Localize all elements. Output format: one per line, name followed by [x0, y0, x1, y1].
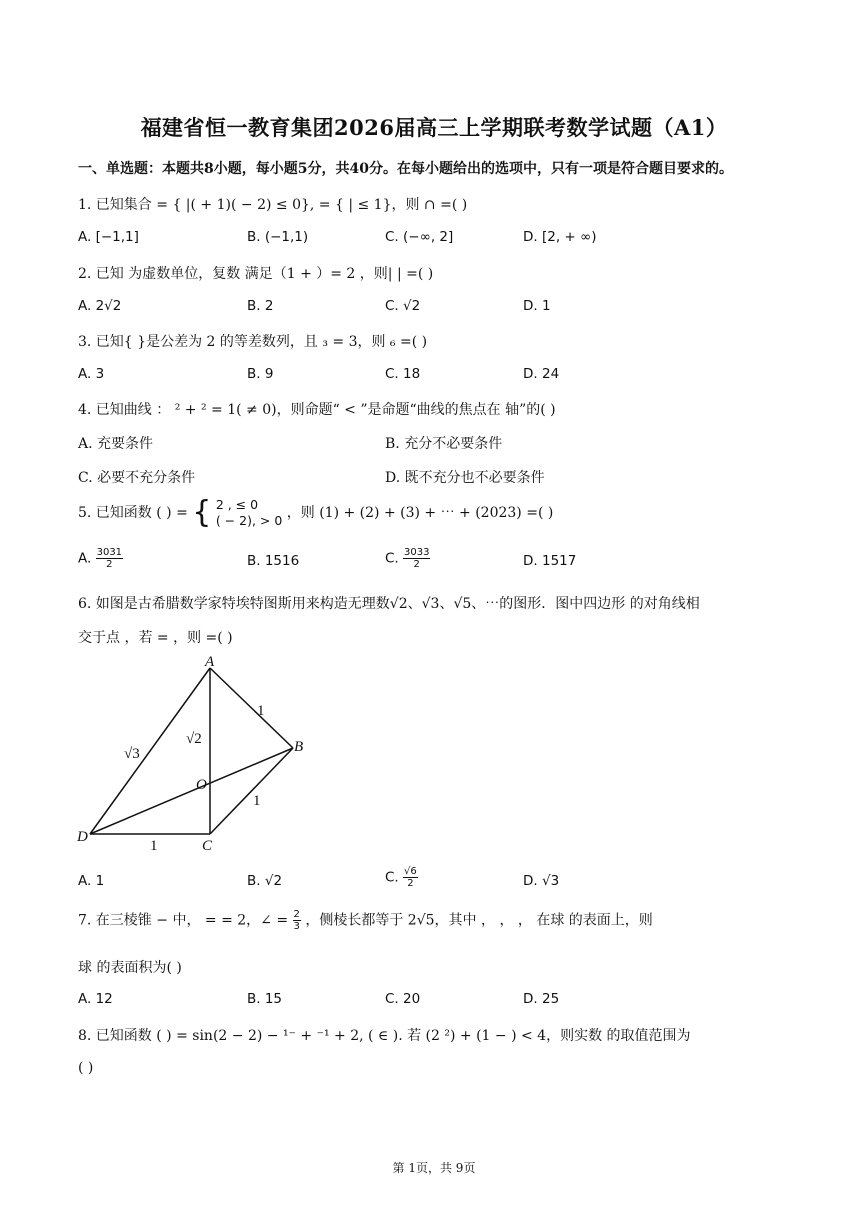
q4-option-a: A. 充要条件: [78, 436, 154, 452]
vertex-c-label: C: [202, 838, 213, 852]
question-2-stem: 2. 已知 为虚数单位，复数 满足（1 + ）= 2 ，则| | =( ): [78, 266, 434, 282]
edge-ab: [210, 668, 293, 748]
q5-option-c: C. $\frac{3033}{2}$: [385, 547, 430, 570]
q1-option-a: A. [−1,1]: [78, 229, 139, 245]
q2-option-a: A. 2√2: [78, 298, 122, 314]
q2-option-c: C. √2: [385, 298, 421, 314]
q6-option-b: B. √2: [247, 873, 283, 889]
page-footer: 第 1页，共 9页: [392, 1161, 476, 1175]
label-dc-length: 1: [150, 838, 158, 852]
q4-option-c: C. 必要不充分条件: [78, 470, 196, 486]
q4-option-d: D. 既不充分也不必要条件: [385, 470, 545, 486]
q2-option-d: D. 1: [523, 298, 551, 314]
q6-option-c-fraction: $\frac{√6}{2}$: [404, 866, 417, 889]
q2-option-b: B. 2: [247, 298, 274, 314]
q7-option-b: B. 15: [247, 991, 283, 1007]
q1-option-c: C. (−∞, 2]: [385, 229, 454, 245]
q6-option-c: C. $\frac{√6}{2}$: [385, 866, 417, 889]
q6-option-d: D. √3: [523, 873, 560, 889]
q5-case-1: 2 , ≤ 0: [215, 497, 259, 512]
q5-stem-prefix: 5. 已知函数 ( ) =: [78, 505, 188, 521]
q5-option-d: D. 1517: [523, 553, 577, 569]
question-8-stem-line-2: ( ): [78, 1060, 94, 1076]
q5-option-a-fraction: $\frac{3031}{2}$: [96, 547, 123, 570]
question-7-stem-line-1: 7. 在三棱锥 − 中， = = 2，∠ = $\frac{2}{3}$ ，侧棱长都等于 2√5，其中 ， ， ， 在球 的表面上，则: [78, 909, 653, 932]
q5-stem-suffix: ，则 (1) + (2) + (3) + ⋯ + (2023) =( ): [286, 505, 554, 521]
q6-option-a: A. 1: [78, 873, 105, 889]
q1-option-d: D. [2, + ∞): [523, 229, 597, 245]
q7-option-d: D. 25: [523, 991, 560, 1007]
q5-option-c-fraction: $\frac{3033}{2}$: [404, 547, 430, 570]
q3-option-a: A. 3: [78, 366, 105, 382]
q5-brace-icon: {: [192, 495, 212, 530]
label-ac-length: √2: [186, 731, 202, 747]
q3-option-d: D. 24: [523, 366, 560, 382]
question-5-stem: [78, 497, 553, 529]
label-cb-length: 1: [253, 793, 261, 809]
vertex-o-label: O: [196, 777, 207, 793]
question-4-stem: 4. 已知曲线 ： ² + ² = 1( ≠ 0)，则命题“ < ”是命题“曲线的焦点在 轴”的( ): [78, 402, 556, 418]
vertex-b-label: B: [294, 739, 304, 755]
question-6-stem-line-1: 6. 如图是古希腊数学家特埃特图斯用来构造无理数√2、√3、√5、⋯的图形．图中四边形 的对角线相: [78, 596, 700, 612]
edge-cb: [210, 748, 293, 834]
q7-option-c: C. 20: [385, 991, 421, 1007]
vertex-a-label: A: [205, 654, 215, 670]
q5-case-2: ( − 2), > 0: [215, 513, 283, 528]
q5-option-b: B. 1516: [247, 553, 300, 569]
question-1-stem: 1. 已知集合 = { |( + 1)( − 2) ≤ 0}, = { | ≤ 1}，则 ∩ =( ): [78, 197, 468, 213]
q1-option-b: B. (−1,1): [247, 229, 309, 245]
section-heading: 一、单选题：本题共8小题，每小题5分，共40分。在每小题给出的选项中，只有一项是符合题目要求的。: [78, 161, 733, 177]
vertex-d-label: D: [77, 829, 88, 845]
q3-option-b: B. 9: [247, 366, 274, 382]
label-ad-length: √3: [124, 746, 140, 762]
question-3-stem: 3. 已知{ }是公差为 2 的等差数列，且 ₃ = 3，则 ₆ =( ): [78, 334, 428, 350]
question-7-stem-line-2: 球 的表面积为( ): [78, 960, 182, 976]
q4-option-b: B. 充分不必要条件: [385, 436, 503, 452]
q3-option-c: C. 18: [385, 366, 421, 382]
q5-piecewise: [192, 497, 282, 529]
q7-angle-fraction: $\frac{2}{3}$: [293, 909, 300, 932]
question-6-stem-line-2: 交于点 ，若 = ，则 =( ): [78, 630, 233, 646]
q7-option-a: A. 12: [78, 991, 113, 1007]
q6-figure-diagram: [70, 652, 310, 852]
label-ab-length: 1: [257, 703, 265, 719]
page-title: 福建省恒一教育集团2026届高三上学期联考数学试题（A1）: [140, 115, 728, 140]
q5-option-a: A. $\frac{3031}{2}$: [78, 547, 123, 570]
question-8-stem-line-1: 8. 已知函数 ( ) = sin(2 − 2) − ¹⁻ + ⁻¹ + 2, ( ∈ ). 若 (2 ²) + (1 − ) < 4，则实数 的取值范围为: [78, 1028, 691, 1044]
